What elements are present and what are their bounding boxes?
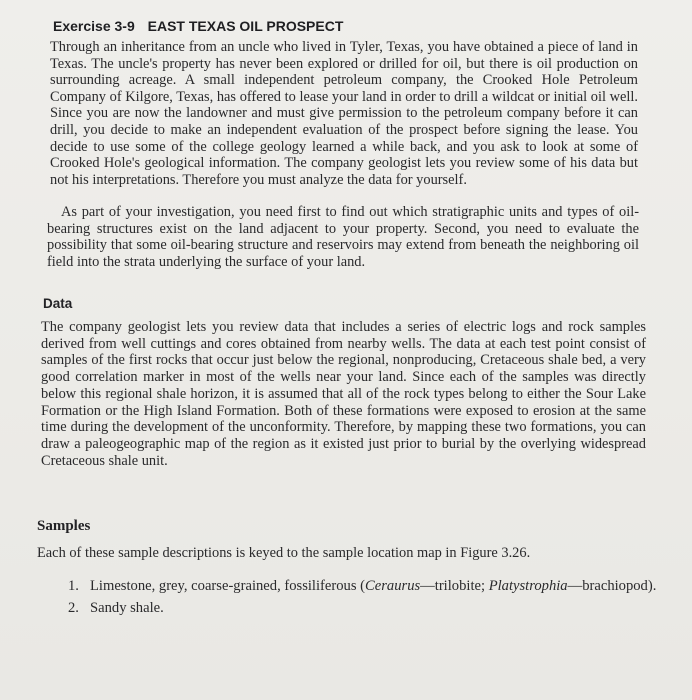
samples-section-title: Samples (37, 518, 91, 534)
exercise-title: EAST TEXAS OIL PROSPECT (147, 18, 344, 34)
list-item-number: 1. (68, 578, 79, 594)
samples-list (68, 578, 668, 622)
intro-paragraph-1: Through an inheritance from an uncle who lived in Tyler, Texas, you have obtained a piece of land in Texas. The uncle's property has never been explored or drilled for oil, but there is oil production on surrounding acreage. A small independent petroleum company, the Crooked Hole Petroleum Company of Kilgore, Texas, has offered to lease your land in order to drill a wildcat or initial oil well. Since you are now the landowner and must give permission to the petroleum company before it can drill, you decide to make an independent evaluation of the prospect before signing the lease. You decide to use some of the college geology learned a while back, and you ask to look at some of Crooked Hole's geological information. The company geologist lets you review some of his data but not his interpretations. Therefore you must analyze the data for yourself. (50, 39, 638, 188)
intro-paragraph-2 (47, 204, 639, 270)
exercise-heading (53, 18, 343, 34)
data-section-title: Data (43, 296, 73, 311)
data-paragraph: The company geologist lets you review data that includes a series of electric logs and rock samples derived from well cuttings and cores obtained from nearby wells. The data at each test point consist of samples of the first rocks that occur just below the regional, nonproducing, Cretaceous shale bed, a very good correlation marker in most of the wells near your land. Since each of the samples was directly below this regional shale horizon, it is assumed that all of the rock types belong to either the Sour Lake Formation or the High Island Formation. Both of these formations were exposed to erosion at the same time during the development of the unconformity. Therefore, by mapping these two formations, you can draw a paleogeographic map of the region as it existed just prior to burial by the overlying widespread Cretaceous shale unit. (41, 319, 646, 469)
intro-paragraph-2-text: As part of your investigation, you need first to find out which stratigraphic units and types of oil-bearing structures exist on the land adjacent to your property. Second, you need to evaluate the possibility that some oil-bearing structure and reservoirs may extend from beneath the neighboring oil field into the strata underlying the surface of your land. (47, 204, 639, 270)
samples-intro: Each of these sample descriptions is keyed to the sample location map in Figure 3.26. (37, 545, 531, 561)
list-item (68, 578, 668, 595)
list-item-number: 2. (68, 600, 79, 616)
genus-name: Platystrophia (488, 578, 568, 594)
exercise-number: Exercise 3-9 (53, 18, 135, 34)
list-item (68, 600, 668, 617)
genus-name: Ceraurus (365, 578, 421, 594)
list-item-text: Limestone, grey, coarse-grained, fossiliferous (Ceraurus—trilobite; Platystrophia—brachiopod). (90, 578, 657, 594)
list-item-text: Sandy shale. (90, 600, 164, 616)
